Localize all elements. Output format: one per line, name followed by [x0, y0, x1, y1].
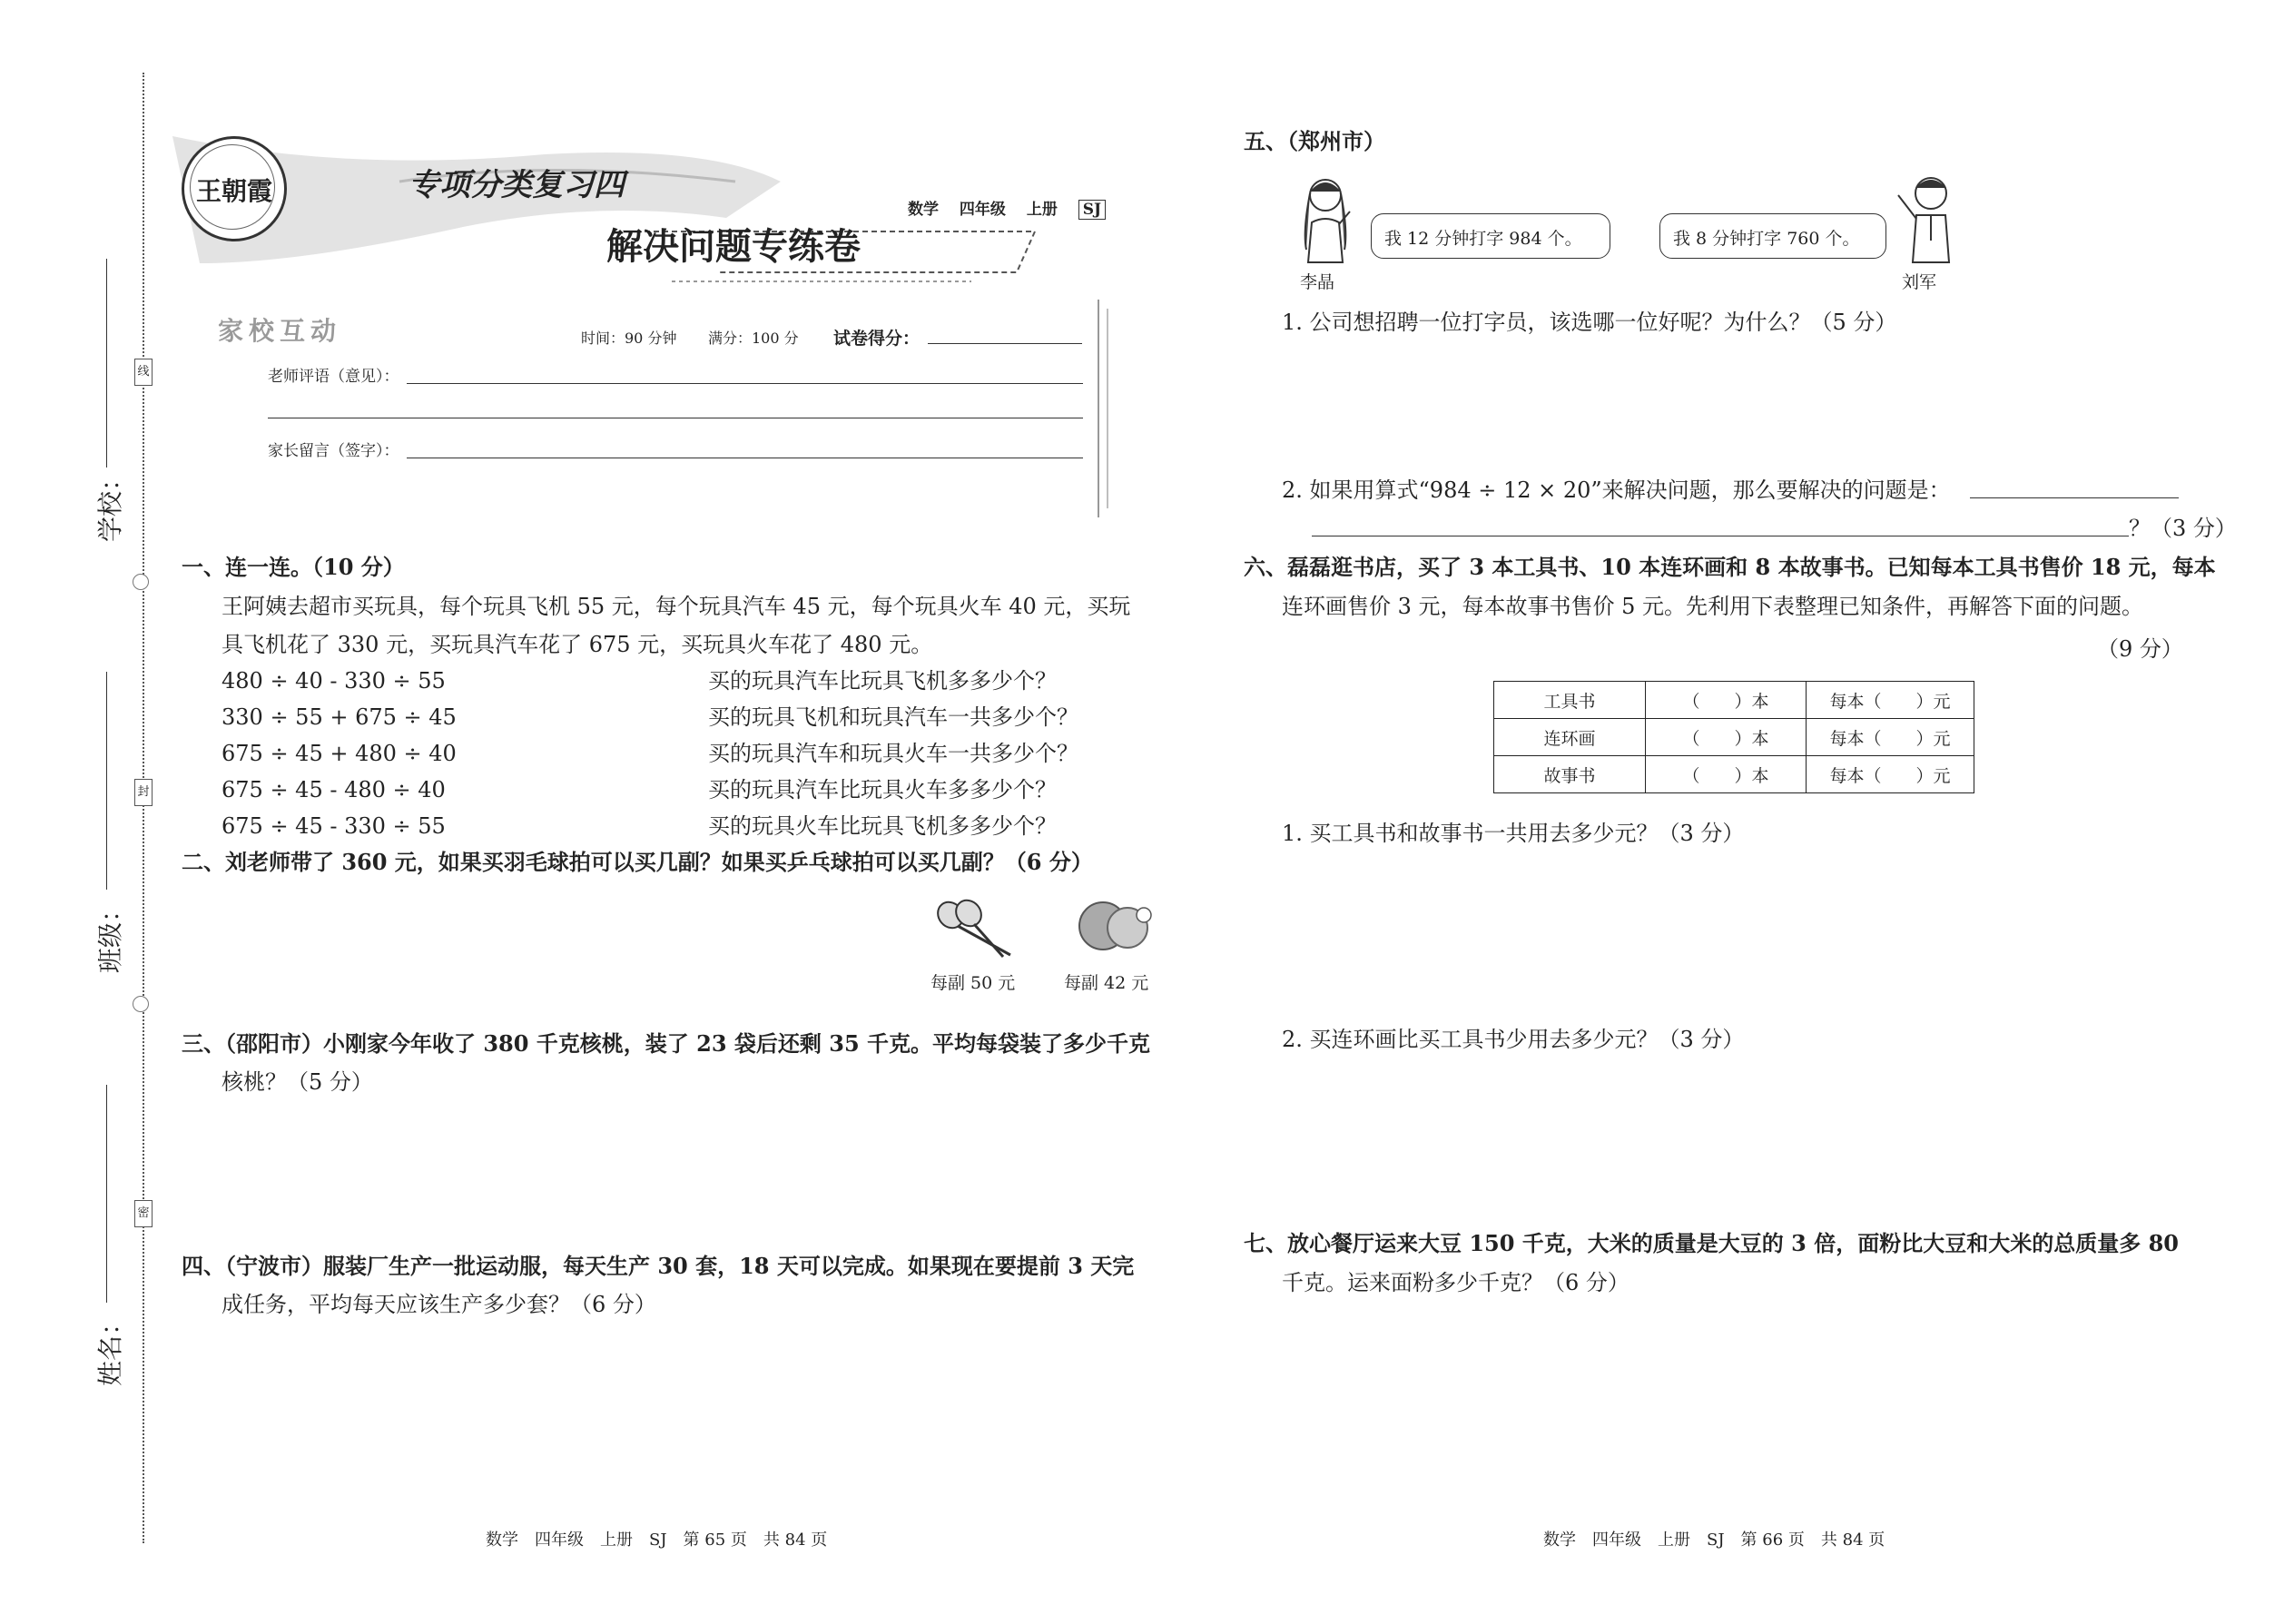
q1-expr-1[interactable]: 480 ÷ 40 - 330 ÷ 55 [222, 668, 446, 694]
time-info: 时间：90 分钟 [581, 330, 677, 347]
q5-sub2: 2. 如果用算式“984 ÷ 12 × 20”来解决问题，那么要解决的问题是： [1282, 477, 1951, 503]
q3-line1: 三、（邵阳市）小刚家今年收了 380 千克核桃，装了 23 袋后还剩 35 千克。平均每袋装了多少千克 [182, 1030, 1151, 1057]
q5-sub2-end: ？（3 分） [2129, 516, 2237, 541]
teacher-comment-field-1[interactable] [407, 383, 1083, 384]
full-score-info: 满分：100 分 [708, 330, 799, 347]
q5-answer-line-1[interactable] [1970, 497, 2179, 498]
q6-sub1: 1. 买工具书和故事书一共用去多少元？（3 分） [1282, 821, 1745, 846]
logo-text: 王朝霞 [195, 176, 272, 206]
school-field-line[interactable] [106, 259, 107, 468]
q7-line2: 千克。运来面粉多少千克？（6 分） [1282, 1270, 1629, 1295]
q6-score: （9 分） [2097, 636, 2183, 662]
q1-expr-5[interactable]: 675 ÷ 45 - 330 ÷ 55 [222, 813, 446, 839]
boy-name: 刘军 [1902, 272, 1937, 292]
q6-book-table [1493, 681, 1974, 793]
q1-text-line1: 王阿姨去超市买玩具，每个玩具飞机 55 元，每个玩具汽车 45 元，每个玩具火车 40 元，买玩 [222, 594, 1131, 619]
class-label: 班级： [95, 896, 126, 974]
parent-comment-label: 家长留言（签字）： [268, 442, 399, 460]
table-row [1494, 682, 1974, 719]
q1-title: 一、连一连。（10 分） [182, 554, 405, 580]
table-cell[interactable]: （ ）本 [1646, 756, 1807, 793]
bubble2-text: 我 8 分钟打字 760 个。 [1673, 229, 1860, 249]
table-cell: 故事书 [1494, 756, 1646, 793]
q6-sub2: 2. 买连环画比买工具书少用去多少元？（3 分） [1282, 1027, 1745, 1052]
q1-expr-2[interactable]: 330 ÷ 55 + 675 ÷ 45 [222, 704, 457, 730]
boy-figure-icon [1893, 168, 1965, 263]
table-cell[interactable]: 每本（ ）元 [1807, 682, 1974, 719]
table-cell[interactable]: （ ）本 [1646, 719, 1807, 756]
table-cell[interactable]: （ ）本 [1646, 682, 1807, 719]
seal-char-1: 线 [134, 359, 153, 386]
teacher-comment-label: 老师评语（意见）： [268, 368, 399, 386]
score-field[interactable] [928, 343, 1082, 344]
fold-dotted-line [143, 73, 144, 1543]
series-title: 专项分类复习四 [409, 167, 625, 203]
meta-edition: SJ [1078, 200, 1106, 220]
name-field-line[interactable] [106, 1085, 107, 1303]
q1-question-3[interactable]: 买的玩具汽车和玩具火车一共多少个？ [708, 741, 1078, 766]
q6-line2: 连环画售价 3 元，每本故事书售价 5 元。先利用下表整理已知条件，再解答下面的问题。 [1282, 594, 2144, 619]
q1-question-5[interactable]: 买的玩具火车比玩具飞机多多少个？ [708, 813, 1057, 839]
q1-question-2[interactable]: 买的玩具飞机和玩具汽车一共多少个？ [708, 704, 1078, 730]
q2-price-badminton: 每副 50 元 [930, 973, 1016, 993]
meta-grade: 四年级 [959, 201, 1006, 219]
brand-logo [182, 136, 287, 241]
badminton-racket-icon [930, 899, 1021, 962]
girl-figure-icon [1294, 168, 1357, 263]
q5-title: 五、（郑州市） [1244, 128, 1385, 154]
table-cell: 连环画 [1494, 719, 1646, 756]
right-footer: 数学 四年级 上册 SJ 第 66 页 共 84 页 [1543, 1530, 1885, 1550]
girl-name: 李晶 [1300, 272, 1335, 292]
name-label: 姓名： [95, 1309, 126, 1387]
table-row [1494, 719, 1974, 756]
score-label: 试卷得分： [833, 329, 921, 349]
q1-expr-4[interactable]: 675 ÷ 45 - 480 ÷ 40 [222, 777, 446, 802]
meta-row [908, 196, 1106, 219]
class-field-line[interactable] [106, 672, 107, 890]
speech-bubble-1 [1371, 213, 1610, 259]
binding-hole-1 [133, 574, 149, 590]
q1-text-line2: 具飞机花了 330 元，买玩具汽车花了 675 元，买玩具火车花了 480 元。 [222, 632, 933, 657]
paper-title: 解决问题专练卷 [606, 225, 861, 268]
bubble1-text: 我 12 分钟打字 984 个。 [1384, 229, 1582, 249]
q4-line2: 成任务，平均每天应该生产多少套？（6 分） [222, 1292, 656, 1317]
seal-char-3: 密 [134, 1200, 153, 1227]
q1-question-1[interactable]: 买的玩具汽车比玩具飞机多多少个？ [708, 668, 1057, 694]
q5-sub1: 1. 公司想招聘一位打字员，该选哪一位好呢？为什么？（5 分） [1282, 310, 1897, 335]
left-footer: 数学 四年级 上册 SJ 第 65 页 共 84 页 [486, 1530, 828, 1550]
binding-hole-2 [133, 996, 149, 1012]
q6-line1: 六、磊磊逛书店，买了 3 本工具书、10 本连环画和 8 本故事书。已知每本工具书售价 18 元，每本 [1244, 554, 2216, 580]
home-school-badge: 家校互动 [218, 316, 342, 346]
ping-pong-paddle-icon [1071, 899, 1162, 962]
table-row [1494, 756, 1974, 793]
school-label: 学校： [95, 465, 126, 543]
meta-volume: 上册 [1026, 201, 1058, 219]
table-cell: 工具书 [1494, 682, 1646, 719]
q4-line1: 四、（宁波市）服装厂生产一批运动服，每天生产 30 套，18 天可以完成。如果现在要提前 3 天完 [182, 1253, 1135, 1279]
q1-question-4[interactable]: 买的玩具汽车比玩具火车多多少个？ [708, 777, 1057, 802]
q1-expr-3[interactable]: 675 ÷ 45 + 480 ÷ 40 [222, 741, 457, 766]
seal-char-2: 封 [134, 779, 153, 806]
meta-subject: 数学 [908, 201, 939, 219]
table-cell[interactable]: 每本（ ）元 [1807, 719, 1974, 756]
q2-price-pingpong: 每副 42 元 [1064, 973, 1149, 993]
q7-line1: 七、放心餐厅运来大豆 150 千克，大米的质量是大豆的 3 倍，面粉比大豆和大米的总质量多 80 [1244, 1230, 2179, 1256]
speech-bubble-2 [1659, 213, 1886, 259]
table-cell[interactable]: 每本（ ）元 [1807, 756, 1974, 793]
q3-line2: 核桃？（5 分） [222, 1069, 373, 1095]
q2-title: 二、刘老师带了 360 元，如果买羽毛球拍可以买几副？如果买乒乓球拍可以买几副？（6 分） [182, 849, 1093, 875]
